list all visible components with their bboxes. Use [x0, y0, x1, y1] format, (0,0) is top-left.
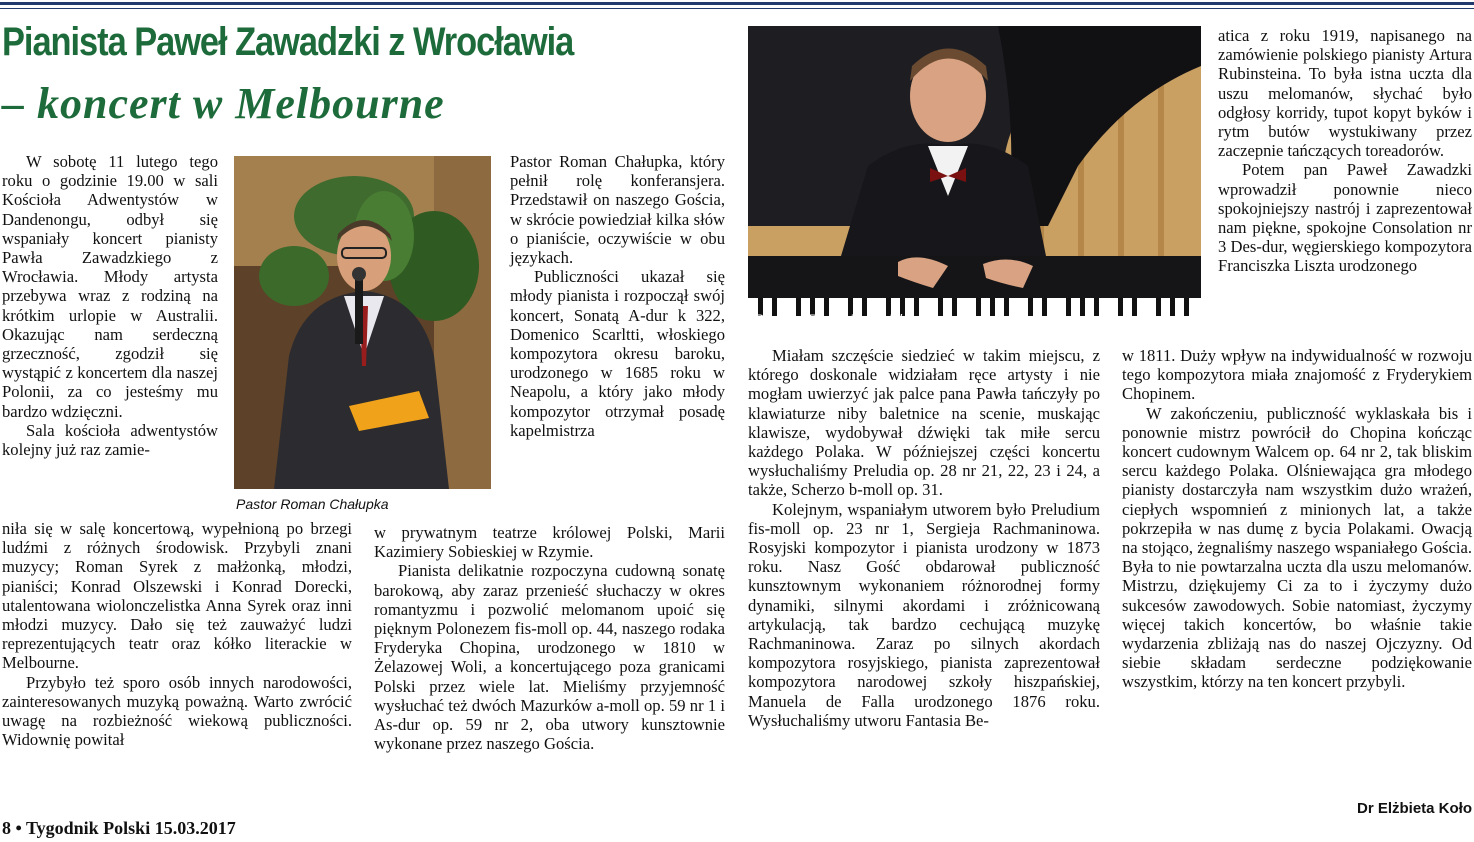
- paragraph: niła się w salę koncertową, wypełnioną po brzegi ludźmi z różnych środowisk. Przybyli znani muzycy; Roman Syrek z małżonką, młodzi, pianiści; Konrad Olszewski i Konrad Dorecki, utalentowana wiolonczelistka Anna Syrek oraz inni młodzi muzycy. Dało się też zauważyć ludzi reprezentujących teatr oraz kółko literackie w Melbourne.: [2, 519, 352, 673]
- paragraph: Sala kościoła adwentystów kolejny już raz zamie-: [2, 420, 218, 460]
- paragraph: W sobotę 11 lutego tego roku o godzinie 19.00 w sali Kościoła Adwentystów w Dandenongu, odbył się wspaniały koncert pianisty Pawła Zawadzkiego z Wrocławia. Młody artysta przebywa wraz z rodziną na krótkim urlopie w Australii. Okazując nam serdeczną grzeczność, zgodził się wystąpić z koncertem dla naszej Polonii, za co jesteśmy mu bardzo wdzięczni.: [2, 152, 218, 421]
- pianist-photo: [748, 26, 1201, 332]
- article-column-4: [1218, 26, 1472, 276]
- paragraph: w 1811. Duży wpływ na indywidualność w rozwoju tego kompozytora miała znajomość z Fryderykiem Chopinem.: [1122, 346, 1472, 404]
- author-byline: Dr Elżbieta Koło: [1356, 800, 1472, 817]
- paragraph: Miałam szczęście siedzieć w takim miejscu, z którego doskonale widziałam ręce artysty i nie mogłam uwierzyć jak palce pana Pawła tańczyły po klawiaturze niby baletnice na scenie, muskając klawisze, wydobywał dźwięki tak miłe sercu każdego Polaka. W późniejszej części koncertu wysłuchaliśmy Preludia op. 28 nr 21, 22, 23 i 24, a także, Scherzo b-moll op. 31.: [748, 346, 1100, 500]
- page-footer: 8 • Tygodnik Polski 15.03.2017: [2, 818, 236, 838]
- article-column-1-wide: [2, 519, 352, 749]
- paragraph: atica z roku 1919, napisanego na zamówienie polskiego pianisty Artura Rubinsteina. To była istna uczta dla uszu melomanów, słychać było odgłosy korridy, tupot kopyt byków i rytm butów wystukiwany przez zaczepnie tańczących toreadorów.: [1218, 26, 1472, 161]
- article-column-4-wide: [1122, 346, 1472, 692]
- paragraph: w prywatnym teatrze królowej Polski, Marii Kazimiery Sobieskiej w Rzymie.: [374, 523, 725, 562]
- article-column-1: [2, 152, 218, 459]
- article-column-2-wide: [374, 523, 725, 753]
- article-column-3: [748, 346, 1100, 730]
- article-column-2: [510, 152, 725, 440]
- paragraph: Publiczności ukazał się młody pianista i rozpoczął swój koncert, Sonatą A-dur k 322, Domenico Scarltti, włoskiego kompozytora okresu baroku, urodzonego w 1685 roku w Neapolu, a który jako młody kompozytor otrzymał posadę kapelmistrza: [510, 267, 725, 440]
- headline: Pianista Paweł Zawadzki z Wrocławia: [2, 20, 574, 64]
- paragraph: Pastor Roman Chałupka, który pełnił rolę konferansjera. Przedstawił on naszego Gościa, w skrócie powiedział kilka słów o pianiście, oczywiście w obu językach.: [510, 152, 725, 268]
- pastor-photo: [234, 156, 491, 489]
- paragraph: W zakończeniu, publiczność wyklaskała bis i ponownie mistrz powrócił do Chopina kończąc koncert cudownym Walcem op. 64 nr 2, tak bliskim sercu każdego Polaka. Olśniewająca gra młodego pianisty dostarczyła nam wszystkim dużo wrażeń, ciepłych wspomnień z minionych lat, a także pokrzepiła w nas dumę z bycia Polakami. Owacją na stojąco, żegnaliśmy naszego wspaniałego Gościa. Była to nie powtarzalna uczta dla uszu melomanów. Mistrzu, dziękujemy Ci za to i życzymy dużo sukcesów zawodowych. Sobie natomiast, życzymy więcej takich koncertów, bo właśnie takie wydarzenia zbliżają nas do naszej Ojczyzny. Od siebie składam serdeczne podziękowanie wszystkim, którzy na ten koncert przybyli.: [1122, 403, 1472, 692]
- paragraph: Potem pan Paweł Zawadzki wprowadził ponownie nieco spokojniejszy nastrój i zaprezentował nam piękne, spokojne Consolation nr 3 Des-dur, węgierskiego kompozytora Franciszka Liszta urodzonego: [1218, 160, 1472, 276]
- paragraph: Pianista delikatnie rozpoczyna cudowną sonatę barokową, aby zaraz przenieść słuchaczy w okres romantyzmu i pozwolić melomanom upoić się pięknym Polonezem fis-moll op. 44, naszego rodaka Fryderyka Chopina, urodzonego w 1810 w Żelazowej Woli, a koncertującego poza granicami Polski przez wiele lat. Mieliśmy przyjemność wysłuchać też dwóch Mazurków a-moll op. 59 nr 1 i As-dur op. 59 nr 2, oba utwory kunsztownie wykonane przez naszego Gościa.: [374, 561, 725, 754]
- paragraph: Kolejnym, wspaniałym utworem było Preludium fis-moll op. 23 nr 1, Sergieja Rachmaninowa. Rosyjski kompozytor i pianista urodzony w 1873 roku. Nasz Gość obdarował publiczność kunsztownym wykonaniem różnorodnej formy dynamiki, silnymi akordami i zróżnicowaną artykulacją, tak bardzo cechującą muzykę Rachmaninowa. Zaraz po silnych akordach kompozytora rosyjskiego, pianista zaprezentował kompozytora narodowej szkoły hiszpańskiej, Manuela de Falla urodzonego 1876 roku. Wysłuchaliśmy utworu Fantasia Be-: [748, 499, 1100, 730]
- headline-subtitle: – koncert w Melbourne: [2, 79, 445, 128]
- header-rule-thin: [0, 8, 1474, 9]
- pastor-photo-caption: Pastor Roman Chałupka: [236, 496, 389, 512]
- pianist-photo-caption: Pianista Paweł Zawadzki: [754, 311, 909, 327]
- paragraph: Przybyło też sporo osób innych narodowości, zainteresowanych muzyką poważną. Warto zwrócić uwagę na rozbieżność wiekową publiczności. Widownię powitał: [2, 672, 352, 750]
- header-rule: [0, 2, 1474, 5]
